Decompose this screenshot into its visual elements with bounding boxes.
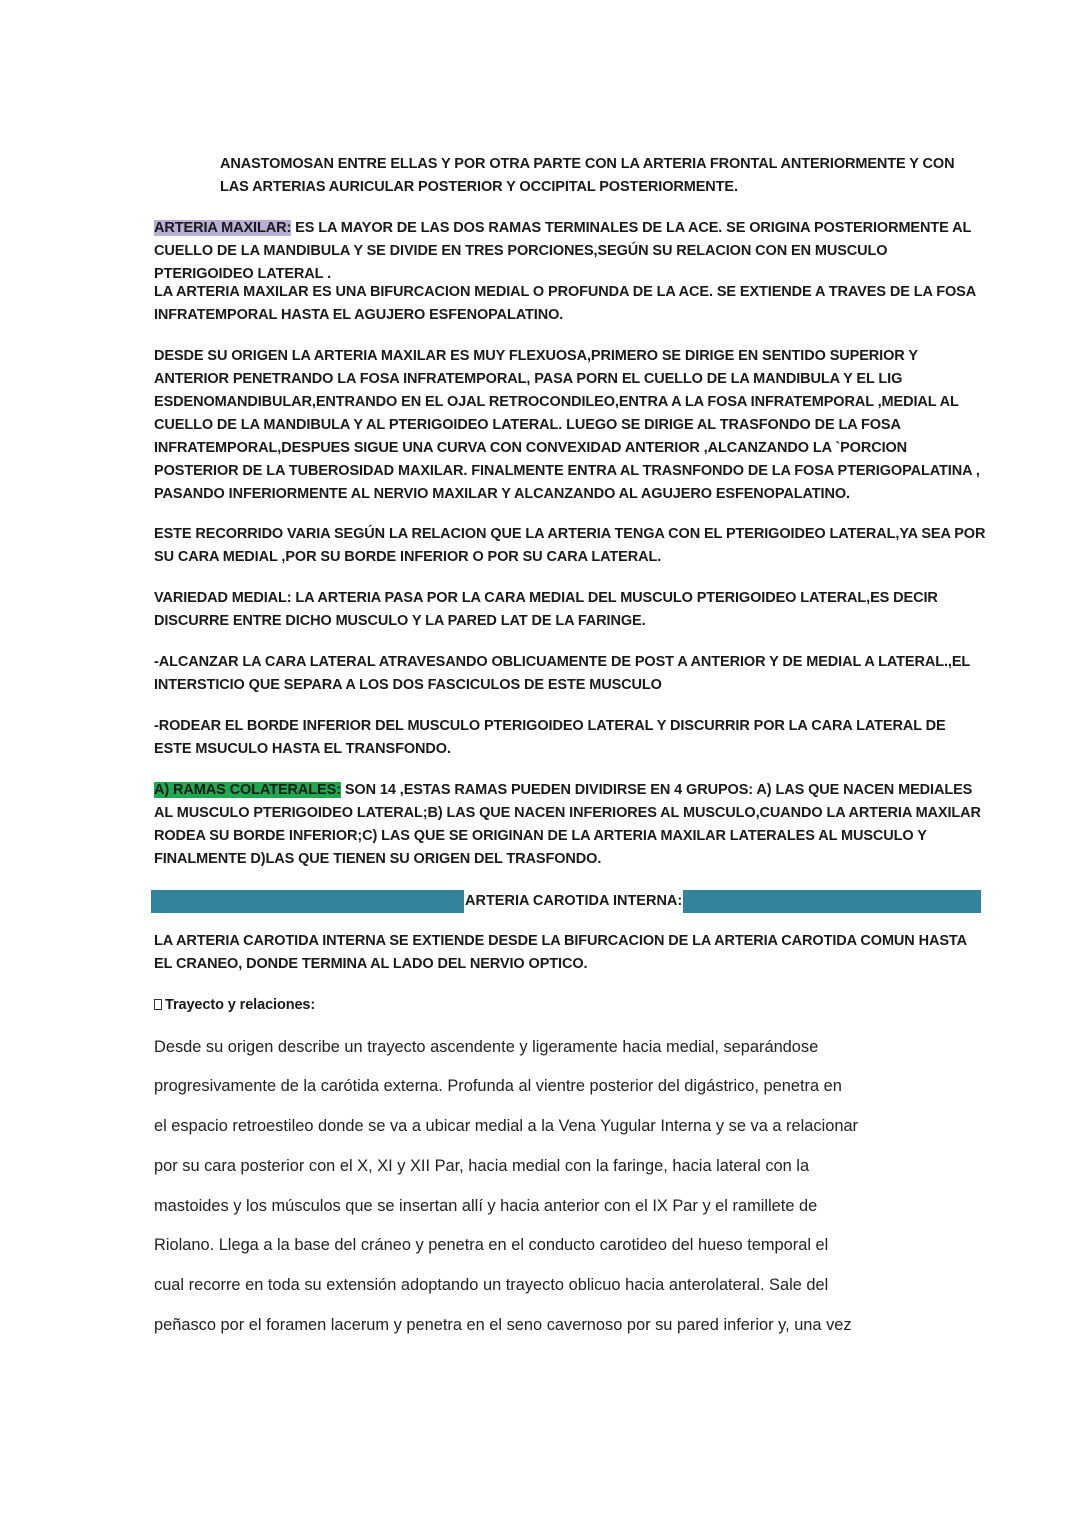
body-line: peñasco por el foramen lacerum y penetra en el seno cavernoso por su pared inferior y, una vez [154, 1316, 852, 1334]
subheading-trayecto-label: Trayecto y relaciones: [165, 997, 316, 1013]
section-title-carotida-interna: ARTERIA CAROTIDA INTERNA: [464, 890, 683, 913]
paragraph-recorrido-origen: DESDE SU ORIGEN LA ARTERIA MAXILAR ES MUY FLEXUOSA,PRIMERO SE DIRIGE EN SENTIDO SUPERIOR Y ANTERIOR PENETRANDO LA FOSA INFRATEMPORAL, PASA PORN EL CUELLO DE LA MANDIBULA Y EL LIG ESDENOMANDIBULAR,ENTRANDO EN EL OJAL RETROCONDILEO,ENTRA A LA FOSA INFRATEMPORAL ,MEDIAL AL CUELLO DE LA MANDIBULA Y AL PTERIGOIDEO LATERAL. LUEGO SE DIRIGE AL TRASFONDO DE LA FOSA INFRATEMPORAL,DESPUES SIGUE UNA CURVA CON CONVEXIDAD ANTERIOR ,ALCANZANDO LA `PORCION POSTERIOR DE LA TUBEROSIDAD MAXILAR. FINALMENTE ENTRA AL TRASNFONDO DE LA FOSA PTERIGOPALATINA , PASANDO INFERIORMENTE AL NERVIO MAXILAR Y ALCANZANDO AL AGUJERO ESFENOPALATINO. [154, 348, 980, 502]
missing-glyph-box-icon [154, 999, 162, 1010]
body-line: cual recorre en toda su extensión adoptando un trayecto oblicuo hacia anterolateral. Sale del [154, 1276, 829, 1294]
body-line: por su cara posterior con el X, XI y XII Par, hacia medial con la faringe, hacia lateral con la [154, 1157, 810, 1175]
paragraph-alcanzar-cara-lateral: -ALCANZAR LA CARA LATERAL ATRAVESANDO OBLICUAMENTE DE POST A ANTERIOR Y DE MEDIAL A LATERAL.,EL INTERSTICIO QUE SEPARA A LOS DOS FASCICULOS DE ESTE MUSCULO [154, 654, 970, 693]
arteria-maxilar-text: ES LA MAYOR DE LAS DOS RAMAS TERMINALES DE LA ACE. SE ORIGINA POSTERIORMENTE AL CUELLO DE LA MANDIBULA Y SE DIVIDE EN TRES PORCIONES,SEGÚN SU RELACION CON EN MUSCULO PTERIGOIDEO LATERAL . [154, 220, 971, 282]
paragraph-recorrido-varia: ESTE RECORRIDO VARIA SEGÚN LA RELACION QUE LA ARTERIA TENGA CON EL PTERIGOIDEO LATERAL,YA SEA POR SU CARA MEDIAL ,POR SU BORDE INFERIOR O POR SU CARA LATERAL. [154, 526, 986, 565]
paragraph-bifurcacion: LA ARTERIA MAXILAR ES UNA BIFURCACION MEDIAL O PROFUNDA DE LA ACE. SE EXTIENDE A TRAVES DE LA FOSA INFRATEMPORAL HASTA EL AGUJERO ESFENOPALATINO. [154, 284, 976, 323]
paragraph-arteria-maxilar [154, 217, 986, 286]
ramas-colaterales-text: SON 14 ,ESTAS RAMAS PUEDEN DIVIDIRSE EN 4 GRUPOS: A) LAS QUE NACEN MEDIALES AL MUSCULO PTERIGOIDEO LATERAL;B) LAS QUE NACEN INFERIORES AL MUSCULO,CUANDO LA ARTERIA MAXILAR RODEA SU BORDE INFERIOR;C) LAS QUE SE ORIGINAN DE LA ARTERIA MAXILAR LATERALES AL MUSCULO Y FINALMENTE D)LAS QUE TIENEN SU ORIGEN DEL TRASFONDO. [154, 782, 981, 867]
body-line: progresivamente de la carótida externa. Profunda al vientre posterior del digástrico, penetra en [154, 1077, 842, 1095]
body-line: el espacio retroestileo donde se va a ubicar medial a la Vena Yugular Interna y se va a relacionar [154, 1117, 859, 1135]
body-line: Desde su origen describe un trayecto ascendente y ligeramente hacia medial, separándose [154, 1038, 819, 1056]
paragraph-anastomosan: ANASTOMOSAN ENTRE ELLAS Y POR OTRA PARTE CON LA ARTERIA FRONTAL ANTERIORMENTE Y CON LAS ARTERIAS AURICULAR POSTERIOR Y OCCIPITAL POSTERIORMENTE. [220, 156, 955, 195]
body-line: Riolano. Llega a la base del cráneo y penetra en el conducto carotideo del hueso temporal el [154, 1236, 829, 1254]
body-line: mastoides y los músculos que se insertan allí y hacia anterior con el IX Par y el ramillete de [154, 1197, 818, 1215]
highlight-ramas-colaterales-label: A) RAMAS COLATERALES: [154, 782, 341, 798]
paragraph-rodear-borde: -RODEAR EL BORDE INFERIOR DEL MUSCULO PTERIGOIDEO LATERAL Y DISCURRIR POR LA CARA LATERAL DE ESTE MSUCULO HASTA EL TRANSFONDO. [154, 718, 946, 757]
paragraph-carotida-interna: LA ARTERIA CAROTIDA INTERNA SE EXTIENDE DESDE LA BIFURCACION DE LA ARTERIA CAROTIDA COMUN HASTA EL CRANEO, DONDE TERMINA AL LADO DEL NERVIO OPTICO. [154, 933, 967, 972]
paragraph-ramas-colaterales [154, 779, 986, 871]
paragraph-variedad-medial: VARIEDAD MEDIAL: LA ARTERIA PASA POR LA CARA MEDIAL DEL MUSCULO PTERIGOIDEO LATERAL,ES DECIR DISCURRE ENTRE DICHO MUSCULO Y LA PARED LAT DE LA FARINGE. [154, 590, 938, 629]
subheading-trayecto [154, 994, 986, 1017]
highlight-arteria-maxilar-label: ARTERIA MAXILAR: [154, 220, 292, 236]
